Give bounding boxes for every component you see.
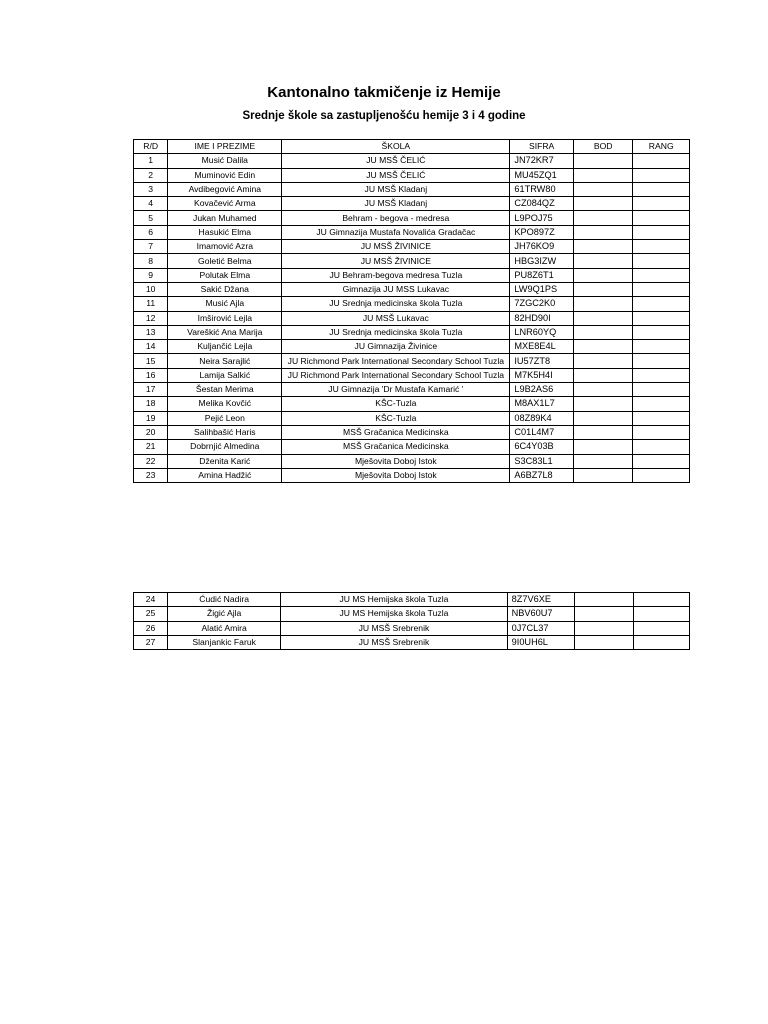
cell-sifra: JH76KO9 [510,240,574,254]
table-row [134,325,690,339]
cell-rd: 24 [134,593,168,607]
table-row [134,621,690,635]
cell-name: Alatić Amira [168,621,281,635]
cell-school: JU Srednja medicinska škola Tuzla [282,325,510,339]
results-table-continued [133,592,690,650]
cell-rd: 1 [134,154,168,168]
cell-name: Amina Hadžić [168,468,282,482]
cell-rd: 12 [134,311,168,325]
cell-bod [573,297,633,311]
cell-school: Behram - begova - medresa [282,211,510,225]
cell-rang [633,354,690,368]
cell-bod [573,411,633,425]
cell-rd: 8 [134,254,168,268]
cell-name: Neira Sarajlić [168,354,282,368]
cell-name: Hasukić Elma [168,225,282,239]
cell-rang [633,607,689,621]
cell-sifra: NBV60U7 [507,607,574,621]
cell-bod [573,468,633,482]
cell-rang [633,211,690,225]
cell-school: JU MSŠ ŽIVINICE [282,240,510,254]
cell-rang [633,440,690,454]
table-row [134,311,690,325]
cell-rd: 19 [134,411,168,425]
table-row [134,397,690,411]
table-row [134,411,690,425]
cell-school: Gimnazija JU MSS Lukavac [282,282,510,296]
cell-bod [573,240,633,254]
cell-school: JU MSŠ Lukavac [282,311,510,325]
cell-rang [633,325,690,339]
cell-name: Musić Ajla [168,297,282,311]
cell-sifra: 8Z7V6XE [507,593,574,607]
cell-bod [573,325,633,339]
cell-sifra: 6C4Y03B [510,440,574,454]
cell-bod [574,621,633,635]
cell-rang [633,268,690,282]
cell-school: JU MSŠ Srebrenik [281,635,507,649]
cell-sifra: 9I0UH6L [507,635,574,649]
cell-sifra: M7K5H4I [510,368,574,382]
cell-school: Mješovita Doboj Istok [282,468,510,482]
cell-school: JU MSŠ Kladanj [282,197,510,211]
cell-rd: 20 [134,425,168,439]
cell-rd: 13 [134,325,168,339]
table-row [134,354,690,368]
cell-school: JU MS Hemijska škola Tuzla [281,607,507,621]
cell-name: Polutak Elma [168,268,282,282]
cell-sifra: HBG3IZW [510,254,574,268]
cell-rang [633,282,690,296]
cell-rang [633,425,690,439]
cell-school: MSŠ Gračanica Medicinska [282,440,510,454]
cell-name: Kuljančić Lejla [168,340,282,354]
cell-school: JU Srednja medicinska škola Tuzla [282,297,510,311]
cell-name: Sakić Džana [168,282,282,296]
table-row [134,368,690,382]
cell-rd: 18 [134,397,168,411]
cell-sifra: CZ084QZ [510,197,574,211]
cell-bod [573,454,633,468]
table-row [134,440,690,454]
cell-sifra: JN72KR7 [510,154,574,168]
cell-sifra: S3C83L1 [510,454,574,468]
cell-rang [633,454,690,468]
cell-rd: 22 [134,454,168,468]
cell-bod [574,635,633,649]
cell-name: Ćudić Nadira [168,593,281,607]
table-row [134,340,690,354]
header-sifra: SIFRA [510,140,574,154]
cell-sifra: C01L4M7 [510,425,574,439]
cell-bod [573,154,633,168]
table-row [134,154,690,168]
cell-name: Lamija Salkić [168,368,282,382]
cell-rang [633,225,690,239]
cell-school: JU Behram-begova medresa Tuzla [282,268,510,282]
cell-school: KŠC-Tuzla [282,411,510,425]
cell-bod [573,225,633,239]
cell-bod [573,397,633,411]
cell-rd: 15 [134,354,168,368]
cell-sifra: 7ZGC2K0 [510,297,574,311]
cell-rang [633,635,689,649]
header-rang: RANG [633,140,690,154]
table-row [134,607,690,621]
cell-sifra: 0J7CL37 [507,621,574,635]
cell-sifra: MXE8E4L [510,340,574,354]
cell-rang [633,197,690,211]
table-row [134,383,690,397]
cell-rd: 26 [134,621,168,635]
cell-sifra: 08Z89K4 [510,411,574,425]
cell-bod [573,268,633,282]
cell-name: Imamović Azra [168,240,282,254]
cell-rang [633,182,690,196]
table-row [134,297,690,311]
table-row [134,254,690,268]
cell-rd: 10 [134,282,168,296]
table-row [134,593,690,607]
cell-rang [633,368,690,382]
cell-sifra: LW9Q1PS [510,282,574,296]
cell-school: JU MSŠ ŽIVINICE [282,254,510,268]
cell-sifra: 82HD90I [510,311,574,325]
cell-rang [633,397,690,411]
cell-name: Goletić Belma [168,254,282,268]
cell-rd: 9 [134,268,168,282]
table-row [134,454,690,468]
cell-school: Mješovita Doboj Istok [282,454,510,468]
table-row [134,268,690,282]
cell-rd: 23 [134,468,168,482]
cell-rang [633,311,690,325]
cell-school: JU MSŠ ČELIĆ [282,154,510,168]
header-school: ŠKOLA [282,140,510,154]
cell-name: Salihbašić Haris [168,425,282,439]
cell-rd: 17 [134,383,168,397]
cell-name: Dženita Karić [168,454,282,468]
cell-sifra: M8AX1L7 [510,397,574,411]
cell-school: JU Gimnazija Mustafa Novalića Gradačac [282,225,510,239]
cell-rang [633,411,690,425]
cell-rang [633,468,690,482]
cell-rd: 2 [134,168,168,182]
table-row [134,635,690,649]
page-subtitle: Srednje škole sa zastupljenošću hemije 3 i 4 godine [242,110,526,122]
cell-sifra: A6BZ7L8 [510,468,574,482]
cell-name: Vareškić Ana Marija [168,325,282,339]
cell-bod [573,354,633,368]
cell-rang [633,621,689,635]
cell-sifra: PU8Z6T1 [510,268,574,282]
cell-school: JU MSŠ Srebrenik [281,621,507,635]
cell-bod [573,440,633,454]
cell-name: Imširović Lejla [168,311,282,325]
cell-rd: 5 [134,211,168,225]
cell-school: JU Gimnazija 'Dr Mustafa Kamarić ' [282,383,510,397]
cell-rang [633,297,690,311]
table-row [134,225,690,239]
table-row [134,240,690,254]
cell-school: JU Richmond Park International Secondary School Tuzla [282,354,510,368]
table-row [134,468,690,482]
cell-rd: 3 [134,182,168,196]
header-bod: BOD [573,140,633,154]
cell-rd: 21 [134,440,168,454]
header-name: IME I PREZIME [168,140,282,154]
cell-rang [633,254,690,268]
cell-school: MSŠ Gračanica Medicinska [282,425,510,439]
cell-school: JU MS Hemijska škola Tuzla [281,593,507,607]
cell-bod [573,383,633,397]
cell-sifra: LNR60YQ [510,325,574,339]
cell-name: Žigić Ajla [168,607,281,621]
cell-sifra: L9POJ75 [510,211,574,225]
cell-bod [573,311,633,325]
cell-bod [573,197,633,211]
cell-name: Avdibegović Amina [168,182,282,196]
cell-rd: 4 [134,197,168,211]
cell-name: Dobrnjić Almedina [168,440,282,454]
cell-rd: 25 [134,607,168,621]
cell-school: JU Richmond Park International Secondary School Tuzla [282,368,510,382]
table-row [134,182,690,196]
cell-bod [573,168,633,182]
cell-rd: 7 [134,240,168,254]
cell-rang [633,383,690,397]
cell-bod [573,211,633,225]
cell-rd: 14 [134,340,168,354]
cell-bod [573,282,633,296]
cell-rang [633,154,690,168]
cell-rang [633,168,690,182]
cell-rd: 6 [134,225,168,239]
cell-name: Jukan Muhamed [168,211,282,225]
cell-name: Kovačević Arma [168,197,282,211]
table-row [134,197,690,211]
cell-rd: 11 [134,297,168,311]
cell-rd: 16 [134,368,168,382]
table-header-row [134,140,690,154]
table-row [134,282,690,296]
table-row [134,211,690,225]
cell-bod [574,593,633,607]
cell-school: JU MSŠ Kladanj [282,182,510,196]
cell-bod [574,607,633,621]
cell-rang [633,340,690,354]
cell-school: JU MSŠ ČELIĆ [282,168,510,182]
cell-rang [633,240,690,254]
cell-rang [633,593,689,607]
cell-sifra: KPO897Z [510,225,574,239]
cell-bod [573,340,633,354]
cell-sifra: IU57ZT8 [510,354,574,368]
cell-name: Slanjankic Faruk [168,635,281,649]
cell-bod [573,254,633,268]
table-row [134,425,690,439]
cell-bod [573,425,633,439]
cell-sifra: MU45ZQ1 [510,168,574,182]
cell-sifra: L9B2AS6 [510,383,574,397]
cell-bod [573,368,633,382]
cell-sifra: 61TRW80 [510,182,574,196]
cell-rd: 27 [134,635,168,649]
table-row [134,168,690,182]
page-title: Kantonalno takmičenje iz Hemije [267,84,501,101]
cell-name: Šestan Merima [168,383,282,397]
cell-school: KŠC-Tuzla [282,397,510,411]
header-rd: R/D [134,140,168,154]
cell-name: Pejić Leon [168,411,282,425]
cell-name: Muminović Edin [168,168,282,182]
results-table [133,139,690,483]
cell-name: Musić Dalila [168,154,282,168]
cell-name: Melika Kovčić [168,397,282,411]
cell-school: JU Gimnazija Živinice [282,340,510,354]
cell-bod [573,182,633,196]
